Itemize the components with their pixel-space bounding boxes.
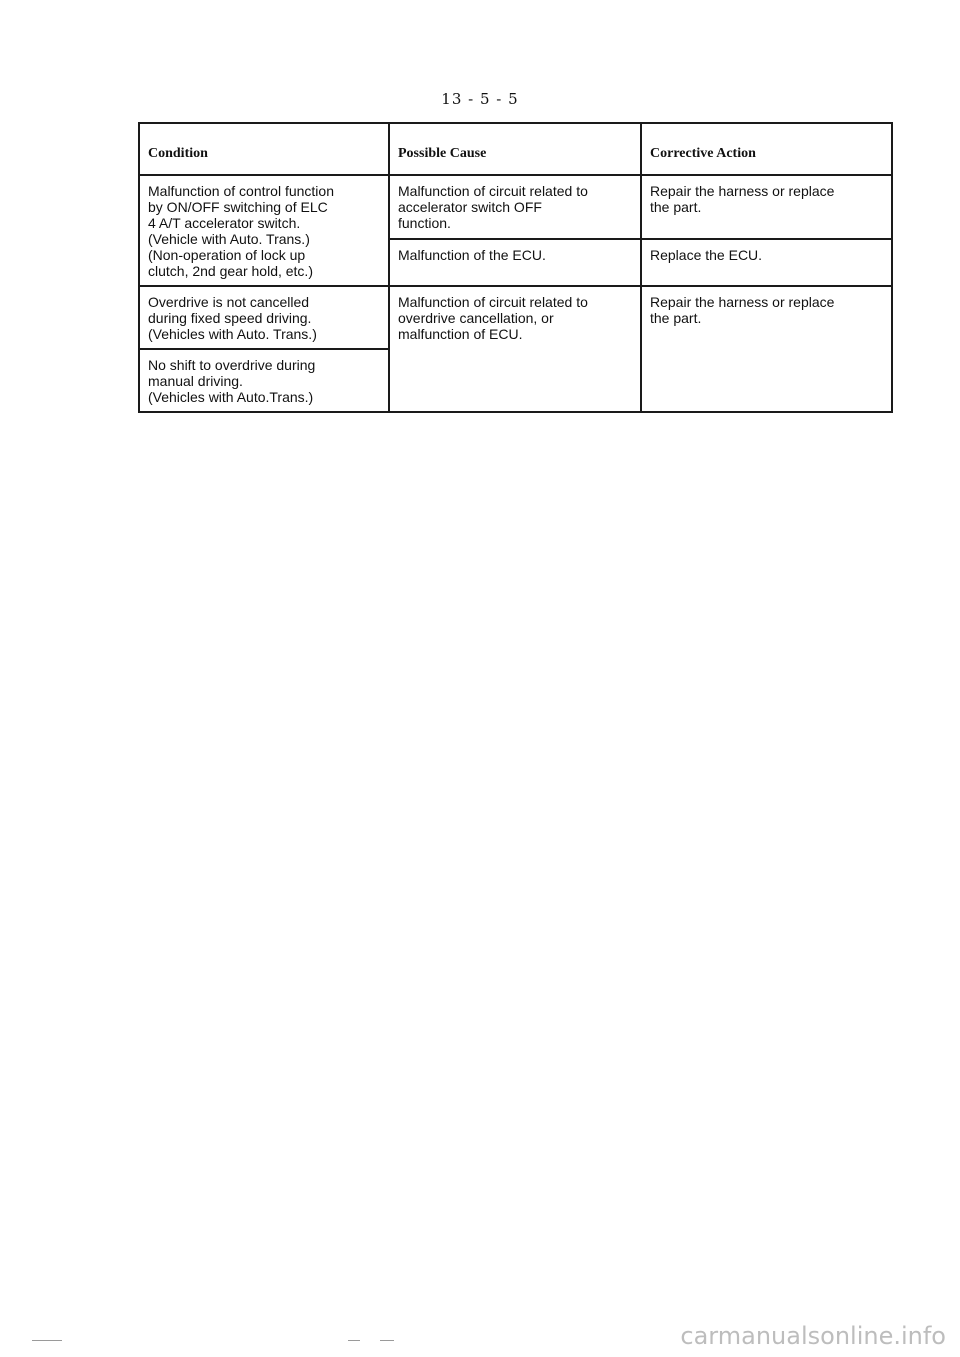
table-header-row <box>139 123 892 175</box>
troubleshooting-table <box>138 122 893 413</box>
site-watermark: carmanualsonline.info <box>680 1322 946 1350</box>
cause-cell: Malfunction of circuit related to overdrive cancellation, or malfunction of ECU. <box>389 286 641 412</box>
cause-cell: Malfunction of circuit related to accelerator switch OFF function. <box>389 175 641 239</box>
action-cell: Repair the harness or replace the part. <box>641 286 892 412</box>
header-condition: Condition <box>139 123 389 175</box>
table-row <box>139 286 892 349</box>
action-cell: Repair the harness or replace the part. <box>641 175 892 239</box>
footer-divider <box>348 1340 360 1341</box>
header-corrective-action: Corrective Action <box>641 123 892 175</box>
table-row <box>139 175 892 239</box>
header-possible-cause: Possible Cause <box>389 123 641 175</box>
cause-cell: Malfunction of the ECU. <box>389 239 641 286</box>
footer-divider <box>32 1340 62 1341</box>
condition-cell: Malfunction of control function by ON/OFF switching of ELC 4 A/T accelerator switch. (Vehicle with Auto. Trans.) (Non-operation of lock up clutch, 2nd gear hold, etc.) <box>139 175 389 286</box>
footer-divider <box>380 1340 394 1341</box>
action-cell: Replace the ECU. <box>641 239 892 286</box>
condition-cell: Overdrive is not cancelled during fixed speed driving. (Vehicles with Auto. Trans.) <box>139 286 389 349</box>
page-number: 13 - 5 - 5 <box>441 90 519 108</box>
condition-cell: No shift to overdrive during manual driving. (Vehicles with Auto.Trans.) <box>139 349 389 412</box>
